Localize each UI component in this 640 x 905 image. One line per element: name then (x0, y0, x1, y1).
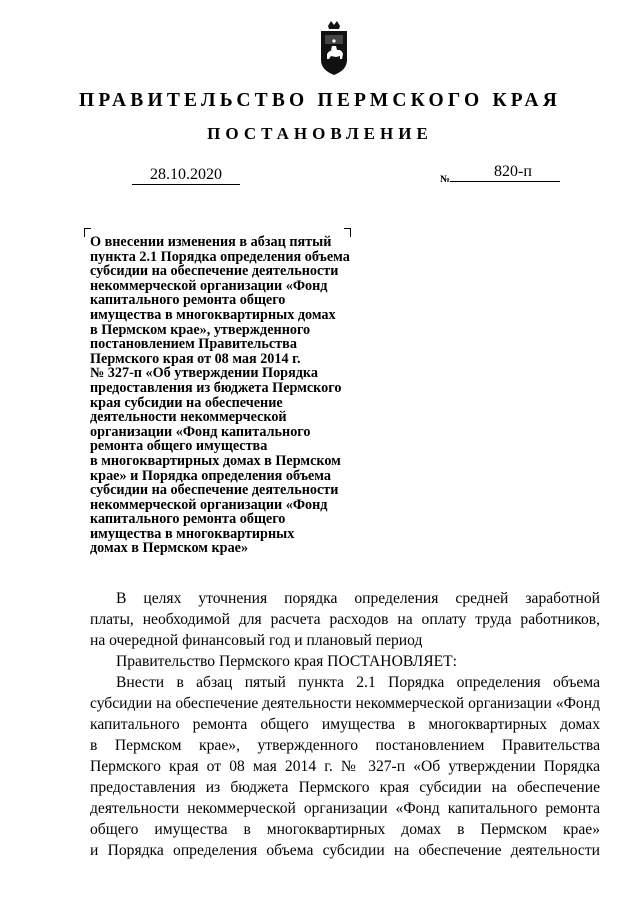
subject-line: края субсидии на обеспечение (90, 394, 283, 411)
body-line: Правительство Пермского края ПОСТАНОВЛЯЕТ: (116, 653, 457, 670)
coat-of-arms-icon (314, 14, 354, 82)
document-subject (90, 235, 390, 556)
number-sign: № (440, 174, 451, 185)
subject-line: О внесении изменения в абзац пятый (90, 234, 332, 250)
subject-line: крае» и Порядка определения объема (90, 467, 331, 484)
subject-line: пункта 2.1 Порядка определения объема (90, 248, 350, 265)
body-line: общего имущества в многоквартирных домах в Пермском крае» (90, 821, 600, 838)
body-line: на очередной финансовый год и плановый период (90, 632, 423, 649)
document-number: 820-п (494, 163, 532, 180)
subject-line: имущества в многоквартирных домах (90, 306, 336, 323)
document-number-field (450, 163, 560, 182)
body-line: платы, необходимой для расчета расходов на оплату труда работников, (90, 611, 600, 628)
body-line: Внести в абзац пятый пункта 2.1 Порядка определения объема (116, 674, 600, 691)
body-line: капитального ремонта общего имущества в многоквартирных домах (90, 716, 600, 733)
body-line: и Порядка определения объема субсидии на обеспечение деятельности (90, 842, 600, 859)
body-line: В целях уточнения порядка определения средней заработной (116, 590, 600, 607)
subject-line: деятельности некоммерческой (90, 409, 287, 426)
subject-line: предоставления из бюджета Пермского (90, 379, 342, 396)
subject-line: Пермского края от 08 мая 2014 г. (90, 350, 301, 367)
subject-line: капитального ремонта общего (90, 292, 286, 309)
body-line: предоставления из бюджета Пермского края субсидии на обеспечение (90, 779, 600, 796)
subject-line: некоммерческой организации «Фонд (90, 496, 328, 513)
subject-line: № 327-п «Об утверждении Порядка (90, 365, 318, 382)
subject-line: ремонта общего имущества (90, 438, 268, 455)
subject-line: субсидии на обеспечение деятельности (90, 263, 339, 280)
subject-line: домах в Пермском крае» (90, 540, 249, 557)
body-line: в Пермском крае», утвержденного постановлением Правительства (90, 737, 600, 754)
document-type: ПОСТАНОВЛЕНИЕ (207, 124, 433, 143)
subject-line: постановлением Правительства (90, 336, 297, 353)
subject-line: субсидии на обеспечение деятельности (90, 482, 339, 499)
document-date: 28.10.2020 (132, 166, 240, 185)
body-line: Пермского края от 08 мая 2014 г. № 327-п «Об утверждении Порядка (90, 758, 600, 775)
body-line: деятельности некоммерческой организации «Фонд капитального ремонта (90, 800, 600, 817)
subject-line: организации «Фонд капитального (90, 423, 311, 440)
subject-line: некоммерческой организации «Фонд (90, 277, 328, 294)
document-body (90, 588, 600, 861)
subject-line: имущества в многоквартирных (90, 525, 295, 542)
subject-line: капитального ремонта общего (90, 511, 286, 528)
body-line: субсидии на обеспечение деятельности некоммерческой организации «Фонд (90, 695, 600, 712)
government-title: ПРАВИТЕЛЬСТВО ПЕРМСКОГО КРАЯ (79, 90, 561, 111)
subject-line: в Пермском крае», утвержденного (90, 321, 311, 338)
subject-line: в многоквартирных домах в Пермском (90, 452, 341, 469)
